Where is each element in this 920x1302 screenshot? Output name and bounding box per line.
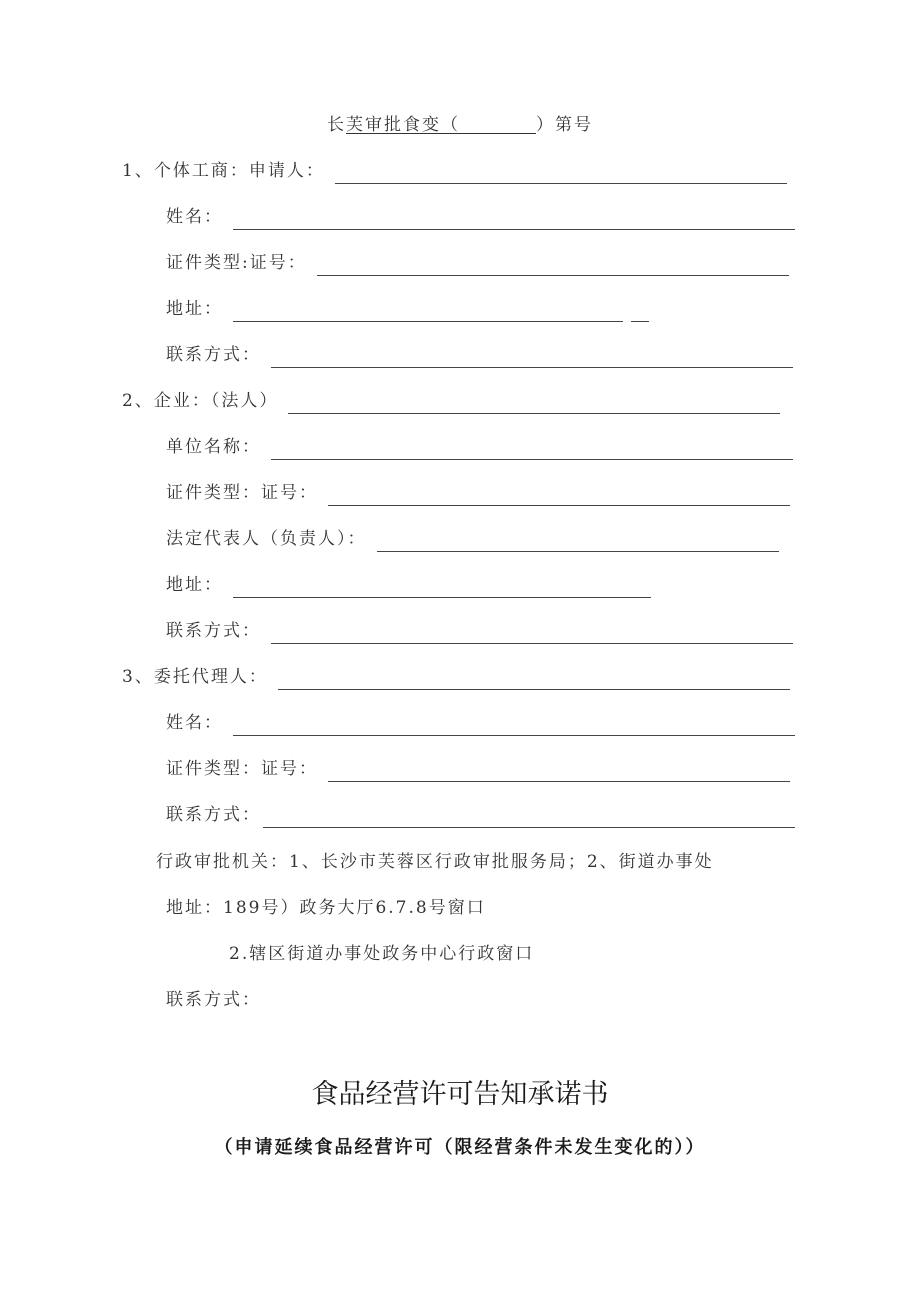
contact-field[interactable]	[271, 625, 793, 644]
document-subtitle: （申请延续食品经营许可（限经营条件未发生变化的））	[214, 1137, 706, 1158]
authority-address: 地址：189号）政务大厅6.7.8号窗口	[166, 898, 486, 918]
authority-window: 2.辖区街道办事处政务中心行政窗口	[229, 944, 535, 964]
address-label: 地址：	[166, 575, 223, 595]
section1-id-row	[166, 250, 789, 276]
number-prefix: 长	[327, 115, 346, 135]
section1-label: 1、个体工商：申请人：	[122, 161, 325, 181]
rep-field[interactable]	[377, 533, 779, 552]
id-label: 证件类型:证号：	[166, 253, 307, 273]
contact-field[interactable]	[271, 349, 793, 368]
id-field[interactable]	[328, 487, 790, 506]
id-label: 证件类型：证号：	[166, 759, 318, 779]
section3-contact-row	[166, 802, 795, 828]
contact-label: 联系方式：	[166, 805, 261, 825]
name-field[interactable]	[233, 717, 795, 736]
section2-address-row	[166, 572, 651, 598]
name-label: 姓名：	[166, 713, 223, 733]
section2-unit-row	[166, 434, 793, 460]
agent-field[interactable]	[278, 671, 790, 690]
id-label: 证件类型：证号：	[166, 483, 318, 503]
document-title: 食品经营许可告知承诺书	[311, 1079, 609, 1110]
number-underlined: 芙审批食变（	[346, 115, 460, 135]
section2-id-row	[166, 480, 790, 506]
address-field[interactable]	[233, 303, 623, 322]
name-label: 姓名：	[166, 207, 223, 227]
address-field-extra[interactable]	[631, 303, 649, 322]
enterprise-field[interactable]	[288, 395, 780, 414]
section2-label: 2、企业：（法人）	[122, 391, 279, 411]
authority-line: 行政审批机关：1、长沙市芙蓉区行政审批服务局；2、街道办事处	[156, 852, 714, 872]
contact-label: 联系方式：	[166, 621, 261, 641]
section3-agent-row	[122, 664, 790, 690]
section1-name-row	[166, 204, 795, 230]
contact-field[interactable]	[263, 809, 795, 828]
section2-contact-row	[166, 618, 793, 644]
section2-enterprise-row	[122, 388, 780, 414]
id-field[interactable]	[317, 257, 789, 276]
address-field[interactable]	[233, 579, 651, 598]
applicant-field[interactable]	[335, 165, 787, 184]
number-suffix: ）第号	[536, 115, 593, 135]
address-label: 地址：	[166, 299, 223, 319]
unit-label: 单位名称：	[166, 437, 261, 457]
section3-label: 3、委托代理人：	[122, 667, 268, 687]
contact-label: 联系方式：	[166, 345, 261, 365]
id-field[interactable]	[328, 763, 790, 782]
unit-field[interactable]	[271, 441, 793, 460]
section1-contact-row	[166, 342, 793, 368]
document-number-line	[0, 110, 920, 135]
section3-name-row	[166, 710, 795, 736]
authority-contact: 联系方式：	[166, 990, 261, 1010]
section2-rep-row	[166, 526, 779, 552]
section3-id-row	[166, 756, 790, 782]
section1-address-row	[166, 296, 649, 322]
name-field[interactable]	[233, 211, 795, 230]
section1-applicant-row	[122, 158, 787, 184]
rep-label: 法定代表人（负责人）：	[166, 529, 367, 549]
